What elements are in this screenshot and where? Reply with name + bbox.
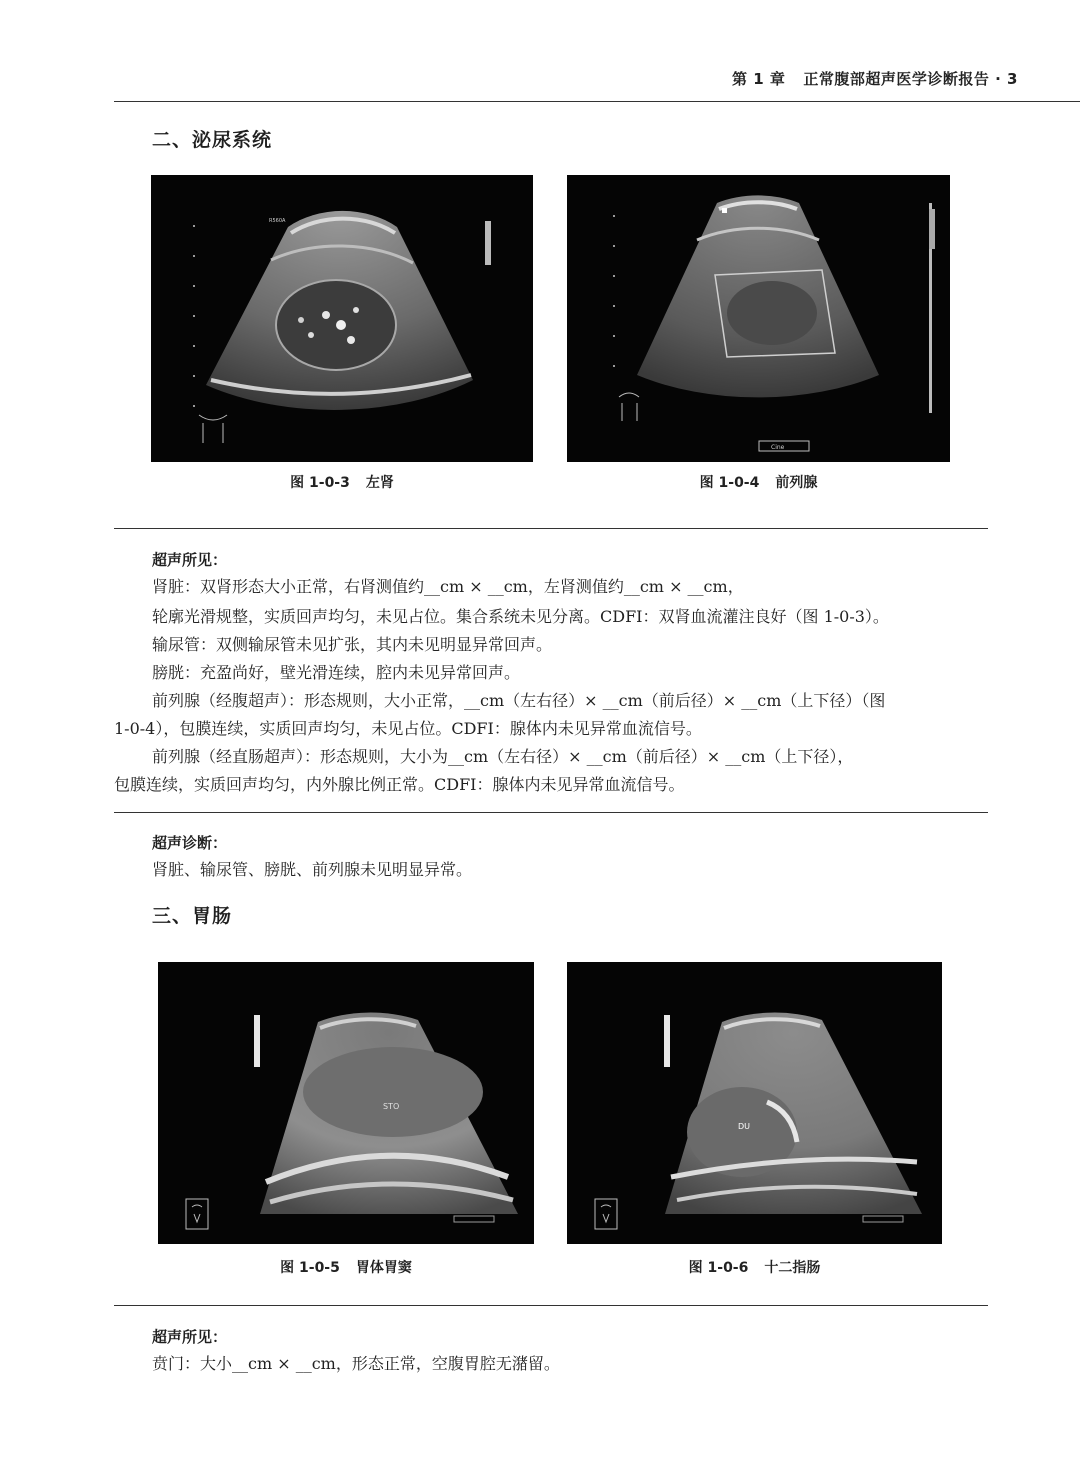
duodenum-overlay-label: DU [738,1122,751,1131]
diagnosis-text: 肾脏、输尿管、膀胱、前列腺未见明显异常。 [152,860,473,879]
figure-number: 图 1-0-6 [688,1260,749,1276]
figure-label: 十二指肠 [764,1260,821,1276]
figure-stomach-image [158,962,534,1244]
findings-line: 贲门：大小__cm × __cm，形态正常，空腹胃腔无潴留。 [152,1354,560,1373]
figure-number: 图 1-0-4 [699,475,760,491]
figure-caption-1-0-3 [151,472,533,492]
section-heading-urinary: 二、泌尿系统 [152,129,273,151]
findings-line: 输尿管：双侧输尿管未见扩张，其内未见明显异常回声。 [152,635,553,654]
findings-line: 前列腺（经直肠超声）：形态规则，大小为__cm（左右径）× __cm（前后径）× __cm（上下径）， [152,747,854,766]
chapter-number: 第 1 章 [732,70,786,88]
kidney-overlay-label: R560A [269,218,286,224]
figure-caption-1-0-5 [158,1257,534,1277]
findings-line: 轮廓光滑规整，实质回声均匀，未见占位。集合系统未见分离。CDFI：双肾血流灌注良好（图 1-0-3）。 [152,607,889,626]
diagnosis-top-rule [114,812,988,813]
findings-label-gi: 超声所见： [152,1328,228,1346]
findings-label: 超声所见： [152,551,228,569]
chapter-title: 正常腹部超声医学诊断报告 · 3 [803,70,1018,88]
figure-caption-1-0-6 [567,1257,942,1277]
diagnosis-label: 超声诊断： [152,834,228,852]
cine-label: Cine [771,444,785,451]
figure-number: 图 1-0-3 [290,475,350,491]
findings-top-rule-gi [114,1305,988,1306]
findings-line: 肾脏：双肾形态大小正常，右肾测值约__cm × __cm，左肾测值约__cm × __cm， [152,577,744,596]
findings-line: 1-0-4），包膜连续，实质回声均匀，未见占位。CDFI：腺体内未见异常血流信号。 [114,719,702,738]
figure-label: 胃体胃窦 [355,1260,412,1276]
figure-label: 前列腺 [775,475,818,491]
stomach-overlay-label: STO [383,1102,400,1111]
findings-line: 前列腺（经腹超声）：形态规则，大小正常，__cm（左右径）× __cm（前后径）× __cm（上下径）（图 [152,691,886,710]
findings-line: 包膜连续，实质回声均匀，内外腺比例正常。CDFI：腺体内未见异常血流信号。 [114,775,685,794]
section-heading-gi: 三、胃肠 [152,905,233,927]
figure-left-kidney-image [151,175,533,462]
figure-caption-1-0-4 [567,472,950,492]
findings-line: 膀胱：充盈尚好，壁光滑连续，腔内未见异常回声。 [152,663,521,682]
figure-number: 图 1-0-5 [280,1260,340,1276]
figure-prostate-image [567,175,950,462]
running-header [732,68,1018,89]
findings-top-rule [114,528,988,529]
header-rule [114,101,1080,102]
figure-label: 左肾 [365,475,394,491]
figure-duodenum-image [567,962,942,1244]
